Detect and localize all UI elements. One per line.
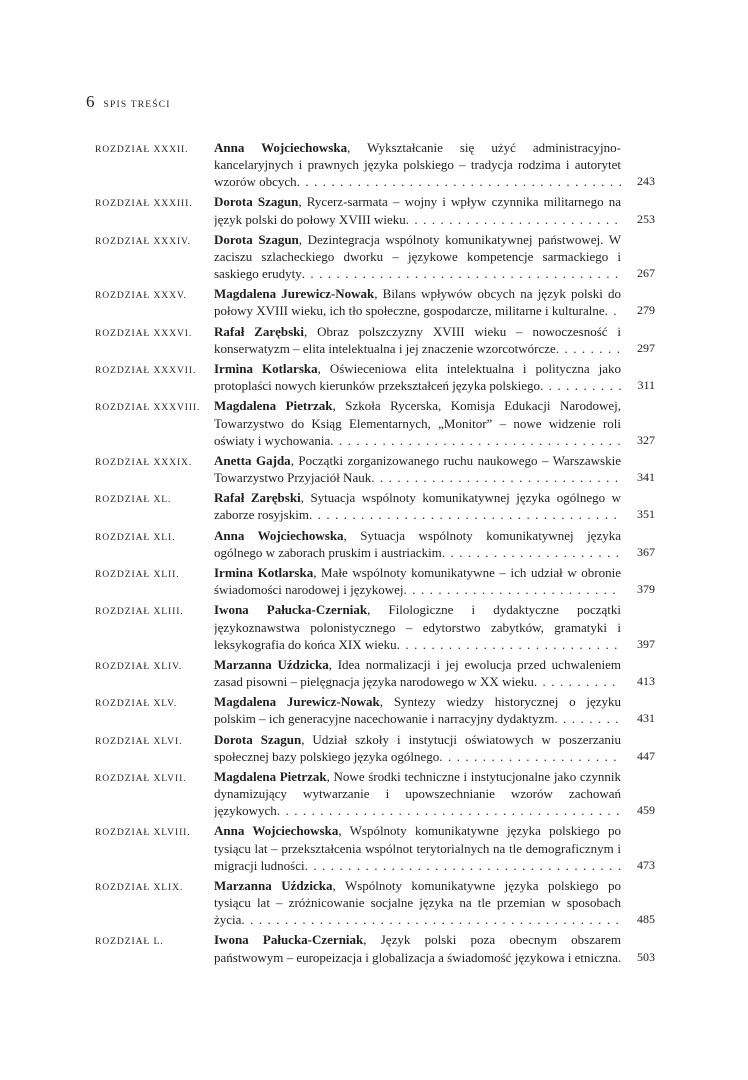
- entry-page-number: 397: [637, 636, 655, 651]
- entry-body: [214, 527, 655, 561]
- entry-author: Iwona Pałucka-Czerniak: [214, 602, 368, 618]
- entry-text: [214, 231, 621, 282]
- chapter-number: ROZDZIAŁ XLV.: [95, 698, 178, 710]
- toc-entry[interactable]: [95, 877, 655, 928]
- entry-text: [214, 285, 621, 319]
- chapter-number: ROZDZIAŁ XXXIX.: [95, 456, 193, 468]
- chapter-number: ROZDZIAŁ XLI.: [95, 531, 176, 543]
- entry-title: , Obraz polszczyzny XVIII wieku – nowoczesność i konserwatyzm – elita intelektualna i jej znaczenie wzorcotwórcze: [214, 323, 621, 356]
- entry-body: [214, 601, 655, 652]
- chapter-number: ROZDZIAŁ XXXVII.: [95, 365, 197, 377]
- toc-entry[interactable]: [95, 397, 655, 448]
- entry-author: Irmina Kotlarska: [214, 361, 318, 377]
- entry-text: [214, 193, 621, 227]
- entry-text: [214, 656, 621, 690]
- entry-text: [214, 397, 621, 448]
- entry-text: [214, 452, 621, 486]
- entry-title: , Idea normalizacji i jej ewolucja przed uchwaleniem zasad pisowni – pielęgnacja języka narodowego w XX wieku: [214, 656, 621, 689]
- entry-author: Dorota Szagun: [214, 194, 299, 210]
- entry-title: , Bilans wpływów obcych na język polski do połowy XVIII wieku, ich tło społeczne, gospodarcze, militarne i kulturalne: [214, 286, 621, 319]
- toc-entry[interactable]: [95, 323, 655, 357]
- toc-entry[interactable]: [95, 231, 655, 282]
- entry-body: [214, 323, 655, 357]
- entry-author: Iwona Pałucka-Czerniak: [214, 932, 364, 948]
- entry-page-number: 413: [637, 673, 655, 688]
- entry-title: , Nowe środki techniczne i instytucjonalne jako czynnik dynamizujący wytwarzanie i upowszechnianie wzorów zachowań językowych: [214, 769, 621, 819]
- entry-author: Dorota Szagun: [214, 731, 302, 747]
- entry-body: [214, 360, 655, 394]
- entry-text: [214, 360, 621, 394]
- entry-body: [214, 877, 655, 928]
- entry-page-number: 253: [637, 211, 655, 226]
- entry-author: Anna Wojciechowska: [214, 140, 348, 155]
- entry-page-number: 473: [637, 857, 655, 872]
- entry-author: Magdalena Jurewicz-Nowak: [214, 694, 380, 710]
- chapter-number: ROZDZIAŁ L.: [95, 936, 164, 948]
- entry-author: Anna Wojciechowska: [214, 527, 344, 543]
- entry-author: Magdalena Pietrzak: [214, 769, 327, 784]
- entry-title: , Rycerz-sarmata – wojny i wpływ czynnika militarnego na język polski do połowy XVIII wieku: [214, 194, 621, 227]
- entry-page-number: 367: [637, 544, 655, 559]
- entry-text: [214, 931, 621, 965]
- entry-body: [214, 731, 655, 765]
- entry-author: Marzanna Uździcka: [214, 656, 329, 672]
- entry-text: [214, 527, 621, 561]
- entry-title: , Język polski poza obecnym obszarem państwowym – europeizacja i globalizacja a świadomość językowa i etniczna: [214, 932, 621, 965]
- entry-body: [214, 822, 655, 873]
- entry-text: [214, 564, 621, 598]
- entry-page-number: 431: [637, 711, 655, 726]
- entry-page-number: 279: [637, 303, 655, 318]
- entry-page-number: 243: [637, 174, 655, 189]
- chapter-number: ROZDZIAŁ XXXIII.: [95, 198, 193, 210]
- chapter-number: ROZDZIAŁ XLVII.: [95, 773, 187, 784]
- chapter-number: ROZDZIAŁ XLVIII.: [95, 827, 191, 839]
- toc-entry[interactable]: [95, 601, 655, 652]
- entry-text: [214, 768, 621, 819]
- entry-body: [214, 693, 655, 727]
- toc-entry[interactable]: [95, 285, 655, 319]
- toc-entry[interactable]: [95, 822, 655, 873]
- entry-text: [214, 139, 621, 190]
- entry-author: Irmina Kotlarska: [214, 565, 314, 581]
- running-head: SPIS TREŚCI: [103, 100, 171, 110]
- entry-author: Rafał Zarębski: [214, 490, 301, 506]
- entry-page-number: 485: [637, 912, 655, 927]
- entry-title: , Syntezy wiedzy historycznej o języku polskim – ich generacyjne nacechowanie i narracyjny dydaktyzm: [214, 694, 621, 727]
- toc-entry[interactable]: [95, 527, 655, 561]
- entry-title: , Udział szkoły i instytucji oświatowych w poszerzaniu społecznej bazy polskiego języka ogólnego: [214, 731, 621, 764]
- entry-body: [214, 931, 655, 965]
- chapter-number: ROZDZIAŁ XLIII.: [95, 606, 184, 618]
- toc-entry[interactable]: [95, 656, 655, 690]
- entry-title: , Sytuacja wspólnoty komunikatywnej języka ogólnego w zaborach pruskim i austriackim: [214, 527, 621, 560]
- chapter-number: ROZDZIAŁ XLVI.: [95, 735, 183, 747]
- chapter-number: ROZDZIAŁ XXXV.: [95, 290, 187, 302]
- entry-text: [214, 693, 621, 727]
- entry-author: Marzanna Uździcka: [214, 877, 333, 893]
- page-number: 6: [86, 92, 95, 111]
- toc-entry[interactable]: [95, 693, 655, 727]
- entry-title: , Sytuacja wspólnoty komunikatywnej języka ogólnego w zaborze rosyjskim: [214, 490, 621, 523]
- entry-title: , Początki zorganizowanego ruchu naukowego – Warszawskie Towarzystwo Przyjaciół Nauk: [214, 452, 621, 485]
- entry-body: [214, 397, 655, 448]
- chapter-number: ROZDZIAŁ XLIV.: [95, 660, 183, 672]
- entry-page-number: 311: [637, 378, 655, 393]
- entry-page-number: 297: [637, 340, 655, 355]
- entry-text: [214, 731, 621, 765]
- entry-body: [214, 768, 655, 819]
- toc-entry[interactable]: [95, 731, 655, 765]
- chapter-number: ROZDZIAŁ XXXIV.: [95, 235, 191, 247]
- entry-text: [214, 489, 621, 523]
- toc-entry[interactable]: [95, 931, 655, 965]
- entry-text: [214, 601, 621, 652]
- entry-text: [214, 877, 621, 928]
- entry-text: [214, 822, 621, 873]
- toc-entry[interactable]: [95, 139, 655, 190]
- toc-entry[interactable]: [95, 193, 655, 227]
- entry-title: , Małe wspólnoty komunikatywne – ich udział w obronie świadomości narodowej i językowej: [214, 565, 621, 598]
- entry-title: , Oświeceniowa elita intelektualna i polityczna jako protoplaści nowych kierunków przekształceń języka polskiego: [214, 361, 621, 394]
- entry-page-number: 503: [637, 949, 655, 964]
- chapter-number: ROZDZIAŁ XXXII.: [95, 144, 189, 155]
- entry-text: [214, 323, 621, 357]
- chapter-number: ROZDZIAŁ XLIX.: [95, 881, 184, 893]
- page-header: [86, 92, 171, 112]
- entry-page-number: 459: [637, 803, 655, 818]
- chapter-number: ROZDZIAŁ XXXVI.: [95, 327, 193, 339]
- chapter-number: ROZDZIAŁ XLII.: [95, 569, 180, 581]
- entry-title: , Wykształcanie się użyć administracyjno-kancelaryjnych i prawnych języka polskiego – tradycja rodzima i autorytet wzorów obcych: [214, 140, 621, 190]
- entry-title: , Wspólnoty komunikatywne języka polskiego po tysiącu lat – zróżnicowanie socjalne języka na tle przemian w sposobach życia: [214, 877, 621, 928]
- entry-title: , Szkoła Rycerska, Komisja Edukacji Narodowej, Towarzystwo do Ksiąg Elementarnych, „Monitor” – nowe widzenie roli oświaty i wychowania: [214, 398, 621, 448]
- entry-body: [214, 231, 655, 282]
- entry-author: Rafał Zarębski: [214, 323, 305, 339]
- table-of-contents: [95, 139, 655, 969]
- chapter-number: ROZDZIAŁ XL.: [95, 494, 172, 506]
- toc-entry[interactable]: [95, 489, 655, 523]
- entry-body: [214, 193, 655, 227]
- entry-body: [214, 139, 655, 190]
- toc-entry[interactable]: [95, 360, 655, 394]
- entry-title: , Wspólnoty komunikatywne języka polskiego po tysiącu lat – przekształcenia wspólnot terytorialnych na tle demograficznym i migracji ludności: [214, 823, 621, 873]
- entry-title: , Filologiczne i dydaktyczne początki językoznawstwa polonistycznego – edytorstwo zabytków, gramatyki i leksykografia do końca XIX wieku: [214, 602, 621, 652]
- entry-page-number: 341: [637, 470, 655, 484]
- toc-entry[interactable]: [95, 564, 655, 598]
- entry-author: Magdalena Jurewicz-Nowak: [214, 286, 375, 302]
- entry-page-number: 447: [637, 748, 655, 763]
- entry-body: [214, 285, 655, 319]
- entry-page-number: 267: [637, 266, 655, 281]
- entry-body: [214, 489, 655, 523]
- entry-body: [214, 564, 655, 598]
- entry-author: Dorota Szagun: [214, 231, 299, 247]
- entry-page-number: 351: [637, 507, 655, 522]
- toc-entry[interactable]: [95, 452, 655, 486]
- entry-author: Anetta Gajda: [214, 452, 291, 468]
- entry-page-number: 379: [637, 582, 655, 597]
- entry-author: Magdalena Pietrzak: [214, 398, 333, 414]
- entry-author: Anna Wojciechowska: [214, 823, 339, 839]
- entry-title: , Dezintegracja wspólnoty komunikatywnej państwowej. W zaciszu szlacheckiego dworku – językowe kompetencje sarmackiego i saskiego erudyty: [214, 231, 621, 282]
- chapter-number: ROZDZIAŁ XXXVIII.: [95, 402, 201, 414]
- entry-body: [214, 452, 655, 486]
- entry-page-number: 327: [637, 432, 655, 447]
- toc-entry[interactable]: [95, 768, 655, 819]
- entry-body: [214, 656, 655, 690]
